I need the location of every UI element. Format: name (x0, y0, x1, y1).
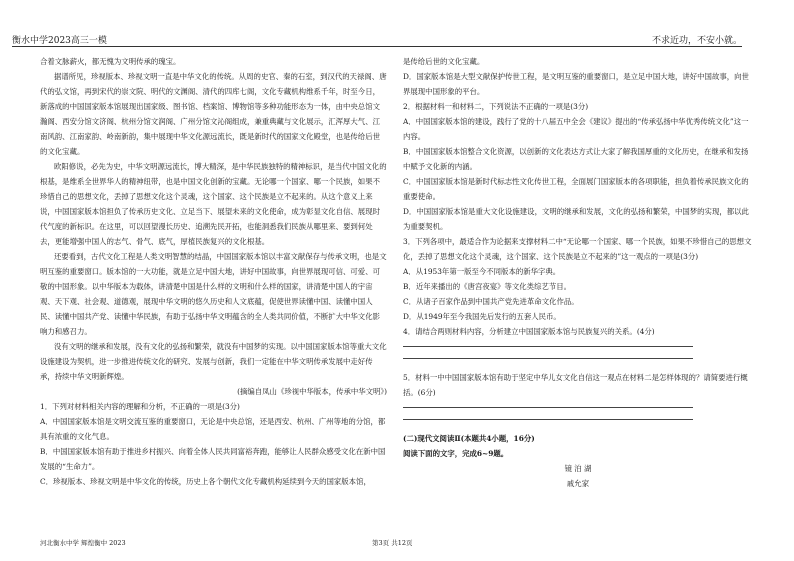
question-1-option-d: D．国家版本馆是大型文献保护传世工程，是文明互鉴的重要窗口，是立足中国大地，讲好中国故事，向世界展现中国形象的平台。 (403, 72, 749, 96)
question-1-option-c-continued: 是传给后世的文化宝藏。 (403, 57, 485, 66)
question-1-option-b: B．中国国家版本馆有助于推进乡村振兴、向着全体人民共同富裕奔跑，能够让人民群众感受文化在新中国发展的“生命力”。 (40, 447, 386, 471)
reading-instruction: 阅读下面的文字，完成6~9题。 (403, 449, 509, 458)
question-1-option-a: A．中国国家版本馆是文明交流互鉴的重要窗口，无论是中央总馆，还是西安、杭州、广州等地的分馆，都具有浓重的文化气息。 (40, 417, 386, 441)
question-3-option-c: C．从诸子百家作品到中国共产党先进革命文化作品。 (403, 297, 579, 306)
passage-paragraph: 没有文明的继承和发展，没有文化的弘扬和繁荣，就没有中国梦的实现。以中国国家版本馆等重大文化设施建设为契机，进一步推进传统文化的研究、发展与创新，我们一定能在中华文明传承发展中走好传承，持续中华文明新辉煌。 (40, 342, 387, 381)
question-2-option-d: D．中国国家版本馆是重大文化设施建设，文明的继承和发展，文化的弘扬和繁荣，中国梦的实现，都以此为重要契机。 (403, 207, 749, 231)
page-header (0, 0, 794, 46)
answer-line[interactable] (403, 407, 693, 408)
header-motto: 不求近功，不安小就。 (651, 36, 742, 46)
header-school-title: 衡水中学2023高三一模 (12, 36, 107, 46)
answer-line[interactable] (403, 419, 693, 420)
story-author: 戚允家 (566, 479, 590, 488)
passage-paragraph: 合着文脉薪火，都无愧为文明传承的瑰宝。 (40, 57, 181, 66)
question-2-stem: 2．根据材料一和材料二，下列说法不正确的一项是(3分) (403, 102, 589, 111)
passage-paragraph: 还要看到，古代文化工程是人类文明智慧的结晶，中国国家版本馆以丰富文献保存与传承文明，也是文明互鉴的重要窗口。版本馆的一大功能，就是立足中国大地，讲好中国故事，向世界展现可信、可爱、可敬的中国形象。以中华版本为载体，讲清楚中国是什么样的文明和什么样的国家，讲清楚中国人的宇宙观、天下观、社会观、道德观，展现中华文明的悠久历史和人文底蕴，促使世界读懂中国、读懂中国人民、读懂中国共产党、读懂中华民族，有助于弘扬中华文明蕴含的全人类共同价值，不断扩大中华文化影响力和感召力。 (40, 252, 387, 336)
footer-school: 河北衡水中学 辉煌衡中 2023 (40, 539, 126, 547)
question-3-option-a: A．从1953年第一版至今不同版本的新华字典。 (403, 267, 561, 276)
passage-paragraph: 欧阳修说，必先为史，中华文明源远流长，博大精深，是中华民族独特的精神标识，是当代中国文化的根基，是维系全世界华人的精神纽带，也是中国文化创新的宝藏。无论哪一个国家、哪一个民族，如果不珍惜自己的思想文化，丢掉了思想文化这个灵魂，这个国家、这个民族是立不起来的。从这个意义上来说，中国国家版本馆担负了传承历史文化、立足当下、展望未来的文化使命，成为彰显文化自信、展现时代气度的新标识。在这里，可以回望漫长历史、追溯先民开拓，也能洞悉我们民族从哪里来、要到何处去，更能增强中国人的志气、骨气、底气，厚植民族复兴的文化根基。 (40, 162, 387, 246)
header-divider (12, 46, 742, 47)
passage-source: (摘编自凤山《珍视中华版本，传承中华文明》) (237, 387, 387, 396)
question-3-option-b: B．近年来播出的《唐宫夜宴》等文化类综艺节目。 (403, 282, 572, 291)
story-title: 镜 泊 湖 (564, 464, 592, 473)
question-3-stem: 3．下列各项中，最适合作为论据来支撑材料二中“无论哪一个国家、哪一个民族，如果不珍惜自己的思想文化，丢掉了思想文化这个灵魂，这个国家、这个民族是立不起来的”这一观点的一项是(3分) (403, 237, 752, 261)
page-number: 第3页 共12页 (372, 539, 413, 547)
answer-line[interactable] (403, 358, 693, 359)
left-column (40, 54, 387, 489)
question-3-option-d: D．从1949年至今我国先后发行的五套人民币。 (403, 312, 561, 321)
question-5-stem: 5．材料一中中国国家版本馆有助于坚定中华儿女文化自信这一观点在材料二是怎样体现的？请简要进行概括。(6分) (403, 373, 748, 397)
question-1-stem: 1．下列对材料相关内容的理解和分析，不正确的一项是(3分) (40, 402, 240, 411)
section-heading: (二)现代文阅读Ⅱ(本题共4小题，16分) (403, 434, 535, 443)
question-4-stem: 4．请结合两则材料内容，分析建立中国国家版本馆与民族复兴的关系。(4分) (403, 327, 655, 336)
question-1-option-c: C．珍视版本、珍视文明是中华文化的传统，历史上各个朝代文化专藏机构延续到今天的国家版本馆， (40, 477, 371, 486)
answer-line[interactable] (403, 346, 693, 347)
passage-paragraph: 据谱所见，珍视版本、珍视文明一直是中华文化的传统。从周的史官、秦的石室，到汉代的天禄阁、唐代的弘文馆，再到宋代的崇文院、明代的文渊阁、清代的四库七阁，文化专藏机构维系千年，时至今日，新落成的中国国家版本馆展现出国家级、图书馆、档案馆、博物馆等多种功能形态为一体，由中央总馆文瀚阁、西安分馆文济阁、杭州分馆文润阁、广州分馆文沁阁组成，兼重典藏与文化展示，汇浑厚大气、江南风韵、江南家韵、岭南新韵，集中展现中华文化源远流长，既是新时代的国家文化殿堂，也是传给后世的文化宝藏。 (40, 72, 387, 156)
question-2-option-b: B．中国国家版本馆整合文化资源，以创新的文化表达方式让大家了解我国厚重的文化历史，在继承和发扬中赋予文化新的内涵。 (403, 147, 749, 171)
question-2-option-a: A．中国国家版本馆的建设，践行了党的十八届五中全会《建议》提出的“传承弘扬中华优秀传统文化”这一内容。 (403, 117, 749, 141)
question-2-option-c: C．中国国家版本馆是新时代标志性文化传世工程，全面展门国家版本的各项职能，担负着传承民族文化的重要使命。 (403, 177, 749, 201)
right-column (403, 54, 753, 491)
